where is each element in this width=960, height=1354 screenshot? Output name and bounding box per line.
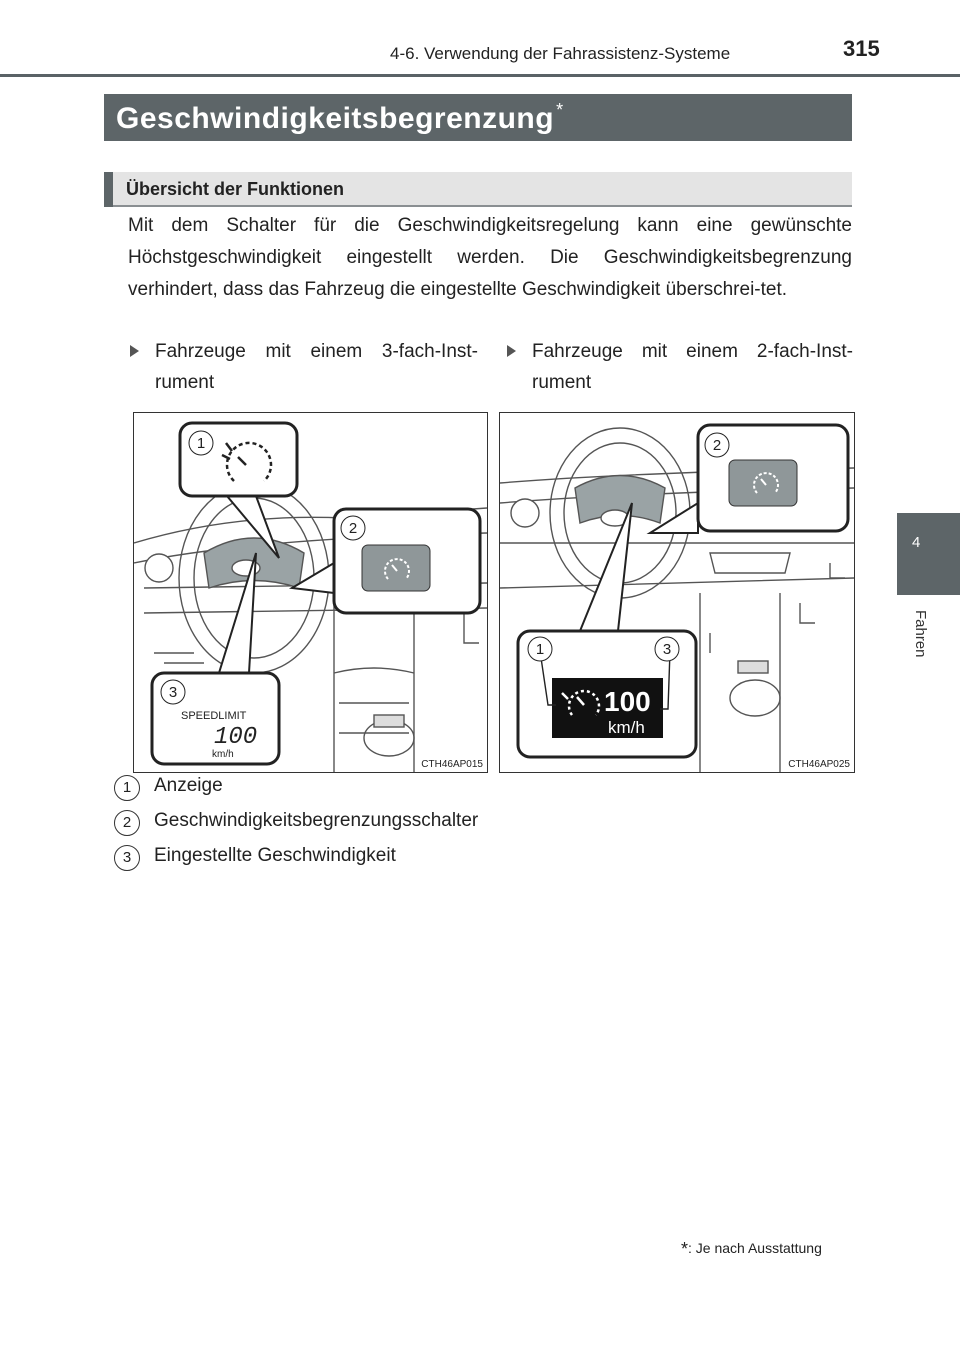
figure-code: CTH46AP025 [788,759,850,770]
figure-code: CTH46AP015 [421,759,483,770]
section-title-bar [104,94,852,141]
callout-number-2: 2 [348,520,358,537]
bullet-3-fach [130,336,478,398]
page-number: 315 [843,36,880,61]
illustration-2-fach [499,412,855,773]
bullet-text: Fahrzeuge mit einem 2-fach-Inst-rument [532,341,853,393]
legend-text: Geschwindigkeitsbegrenzungsschalter [154,810,479,831]
subsection-bar [104,172,852,207]
bullet-2-fach [507,336,853,398]
callout-2-balloon [650,425,848,533]
section-title: 4-6. Verwendung der Fahrassistenz-Systeme [390,44,731,63]
footnote-text: : Je nach Ausstattung [688,1240,822,1256]
display-value: 100 [604,686,651,717]
dashboard-drawing [134,413,487,772]
callout-2-balloon [292,509,480,613]
page-title [116,100,564,136]
display-value: 100 [214,724,258,751]
chapter-tab-block [897,513,960,595]
callout-number-1: 1 [535,641,545,658]
triangle-bullet-icon [507,345,516,357]
chapter-number: 4 [912,534,921,551]
triangle-bullet-icon [130,345,139,357]
legend-text: Anzeige [154,775,223,796]
footnote [681,1239,822,1260]
header-rule [0,74,960,77]
display-unit: km/h [212,749,234,760]
callout-number-1: 1 [196,435,206,452]
chapter-label: Fahren [912,610,929,658]
display-label: SPEEDLIMIT [181,710,247,722]
display-unit: km/h [608,718,645,737]
callout-number-3: 3 [662,641,672,658]
asterisk-mark: * [681,1239,689,1259]
page-title-text: Geschwindigkeitsbegrenzung [116,102,555,135]
intro-paragraph: Mit dem Schalter für die Geschwindigkeitsregelung kann eine gewünschte Höchstgeschwindigkeit eingestellt werden. Die Geschwindigkeitsbegrenzung verhindert, dass das Fahrzeug die eingestellte Geschwindigkeit überschrei-tet. [128,215,852,300]
bullet-text: Fahrzeuge mit einem 3-fach-Inst-rument [155,341,478,393]
legend-number: 1 [114,775,140,801]
asterisk-mark: * [556,100,564,120]
legend-number: 3 [114,845,140,871]
legend-text: Eingestellte Geschwindigkeit [154,845,396,866]
callout-number-3: 3 [168,684,178,701]
callout-number-2: 2 [712,437,722,454]
legend-number: 2 [114,810,140,836]
dashboard-drawing [500,413,854,772]
illustration-3-fach [133,412,488,773]
subsection-accent [104,172,113,207]
callout-1-3-balloon [518,503,696,757]
subsection-title: Übersicht der Funktionen [126,179,345,199]
